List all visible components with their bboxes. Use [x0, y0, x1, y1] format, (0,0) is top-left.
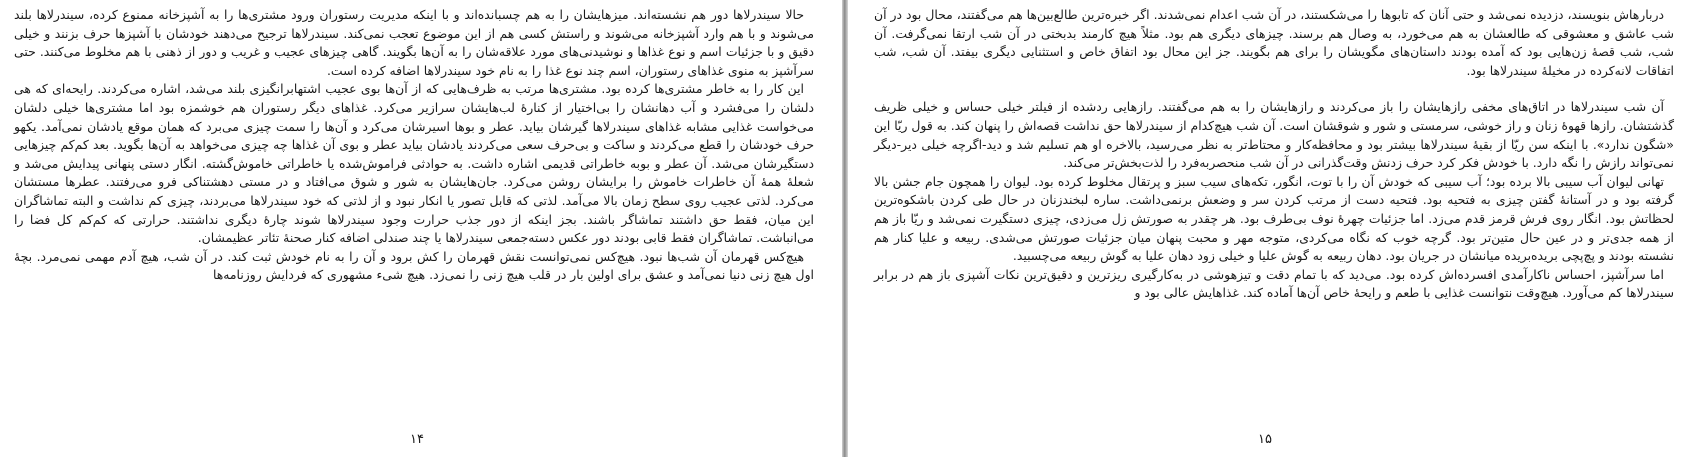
paragraph: هیچ‌کس قهرمان آن شب‌ها نبود. هیچ‌کس نمی‌توانست نقش قهرمان را کش برود و آن را به نام خودش ثبت کند. در آن شب، هیچ آدم مهمی نمی‌مرد. بچهٔ اول هیچ زنی دنیا نمی‌آمد و عشق برای اولین بار در قلب هیچ زنی را نمی‌زد. هیچ شیء مشهوری که فردایش روزنامه‌ها	[14, 248, 814, 283]
right-page-text	[874, 6, 1674, 303]
paragraph: حالا سیندرلاها دور هم نشسته‌اند. میزهایشان را به هم چسبانده‌اند و با اینکه مدیریت رستوران ورود مشتری‌ها را به آشپزخانه ممنوع کرده، سیندرلاها بلند می‌شوند و با هم وارد آشپزخانه می‌شوند و راستش کسی هم از این موضوع تعجب نمی‌کند. سیندرلاها ترجیح می‌دهند خودشان با آشپزها حرف بزنند و خیلی دقیق و با جزئیات اسم و نوع غذاها و نوشیدنی‌های مورد علاقه‌شان را به آن‌ها بگویند. گاهی چیزهای عجیب و غریب و دور از ذهنی با هم مخلوط می‌کنند. حتی سرآشپز به منوی غذاهای رستوران، اسم چند نوع غذا را به نام خود سیندرلاها اضافه کرده است.	[14, 7, 814, 78]
page-number: ۱۴	[410, 432, 424, 447]
left-page	[0, 0, 842, 457]
paragraph: آن شب سیندرلاها در اتاق‌های مخفی رازهایشان را باز می‌کردند و رازهایشان را به هم می‌گفتند. رازهایی ردشده از فیلتر خیلی حساس و خیلی ظریف گذشتشان. رازها قهوهٔ زنان و راز خوشی، سرمستی و شور و شوقشان است. آن شب هیچ‌کدام از سیندرلاها حق نداشت قصه‌اش را پنهان کند. به قول ریّا این «شگون ندارد». با اینکه سن ریّا از بقیهٔ سیندرلاها بیشتر بود و محافظه‌کار و محتاط‌تر به نظر می‌رسید، بالاخره او هم تسلیم شد و دید-اگرچه خیلی دیر-دیگر نمی‌تواند رازش را نگه دارد. با خودش فکر کرد حرف زدنش وقت‌گذرانی در آن شب منحصربه‌فرد را لذت‌بخش‌تر می‌کند.	[874, 99, 1674, 171]
paragraph: این کار را به خاطر مشتری‌ها کرده بود. مشتری‌ها مرتب به ظرف‌هایی که از آن‌ها بوی عجیب اشتهابرانگیزی بلند می‌شد، اشاره می‌کردند. رایحه‌ای که هی دلشان را می‌فشرد و آب دهانشان را بی‌اختیار از کنارهٔ لب‌هایشان سرازیر می‌کرد. غذاهای دیگر رستوران هم خوشمزه بود اما مشتری‌ها خیلی دلشان می‌خواست غذایی مشابه غذاهای سیندرلاها گیرشان بیاید. عطر و بوها اسیرشان می‌کرد و آن‌ها را سمت چیزی می‌برد که همان موقع یادشان نمی‌آمد. یکهو حرف خودشان را قطع می‌کردند و ساکت و بی‌حرف سعی می‌کردند یادشان بیاید عطر و بوی آن غذاها چه چیزی می‌خواهد به آن‌ها بگوید. بعد کم‌کم چیزهایی دستگیرشان می‌شد. آن عطر و بوبه خاطراتی قدیمی اشاره داشت. به حوادثی فراموش‌شده یا خاطراتی خاموش‌گشته. انگار دستی پنهانی پیدایش می‌شد و شعلهٔ همهٔ آن خاطرات خاموش را برایشان روشن می‌کرد. جان‌هایشان به شور و شوق می‌افتاد و در مستی دهشتناکی فرو می‌رفتند. عطرها مستشان می‌کرد. لذتی عجیب روی سطح زمان بالا می‌آمد. لذتی که قابل تصور یا انکار نبود و از لذتی که خود سیندرلاها می‌بردند، چیزی کم نداشت و البته تماشاگران این میان، فقط حق داشتند تماشاگر باشند. بجز اینکه از دور جذب حرارت وجود سیندرلاها شوند چارهٔ دیگری نداشتند. حرارتی که کم‌کم کل فضا را می‌انباشت. تماشاگران فقط قابی بودند دور عکس دسته‌جمعی سیندرلاها یا چند صندلی اضافه کنار صحنهٔ تئاتر عظیمشان.	[14, 81, 814, 246]
paragraph: دربار‌هاش بنویسند، دزدیده نمی‌شد و حتی آنان که تابوها را می‌شکستند، در آن شب اعدام نمی‌شدند. اگر خبره‌ترین طالع‌بین‌ها هم می‌گفتند، محال بود در آن شب عاشق و معشوقی که طالعشان به هم می‌خورد، به وصال هم برسند. چیزهای دیگری هم بود. مثلاً هیچ کارمند بدبختی در آن شب ارتقا نمی‌گرفت. آن شب، شب قصهٔ زن‌هایی بود که آمده بودند داستان‌های مگویشان را برای هم بگویند. جز این محال بود اتفاق خاص و استثنایی دیگری بیفتد. آن شب، شب اتفاقات لانه‌کرده در مخیلهٔ سیندرلاها بود.	[874, 7, 1674, 78]
right-page	[848, 0, 1690, 457]
page-number: ۱۵	[1258, 432, 1272, 447]
paragraph: تهانی لیوان آب سیبی بالا برده بود؛ آب سیبی که خودش آن را با توت، انگور، تکه‌های سیب سبز و پرتقال مخلوط کرده بود. لیوان را همچون جام جشن بالا گرفته بود و در آستانهٔ گفتن چیزی به فتحیه بود. فتحیه دست از مرتب کردن سر و وضعش برنمی‌داشت. ساره لبخندزنان در حال طی کردن باشکوه‌ترین لحظاتش بود. انگار روی فرش قرمز قدم می‌زد. اما جزئیات چهرهٔ نوف بی‌طرف بود. هر چقدر به صورتش زل می‌زدی، چیزی دستگیرت نمی‌شد و ریّا باز هم از همه جدی‌تر و در عین حال متین‌تر بود. گرچه خوب که نگاه می‌کردی، متوجه مهر و محبت پنهان میان جزئیات صورتش می‌شدی. ربیعه و علیا کنار هم نشسته بودند و پچ‌پچی بریده‌بریده میانشان در جریان بود. دهان ربیعه به گوش علیا و خیلی زود دهان علیا به گوش ربیعه می‌چسبید.	[874, 173, 1674, 264]
paragraph: اما سرآشپز، احساس ناکارآمدی افسرده‌اش کرده بود. می‌دید که با تمام دقت و تیزهوشی در به‌کارگیری ریزترین و دقیق‌ترین نکات آشپزی باز هم در برابر سیندرلاها کم می‌آورد. هیچ‌وقت نتوانست غذایی با طعم و رایحهٔ خاص آن‌ها آماده کند. غذاهایش عالی بود و	[874, 266, 1674, 301]
left-page-text	[14, 6, 814, 285]
